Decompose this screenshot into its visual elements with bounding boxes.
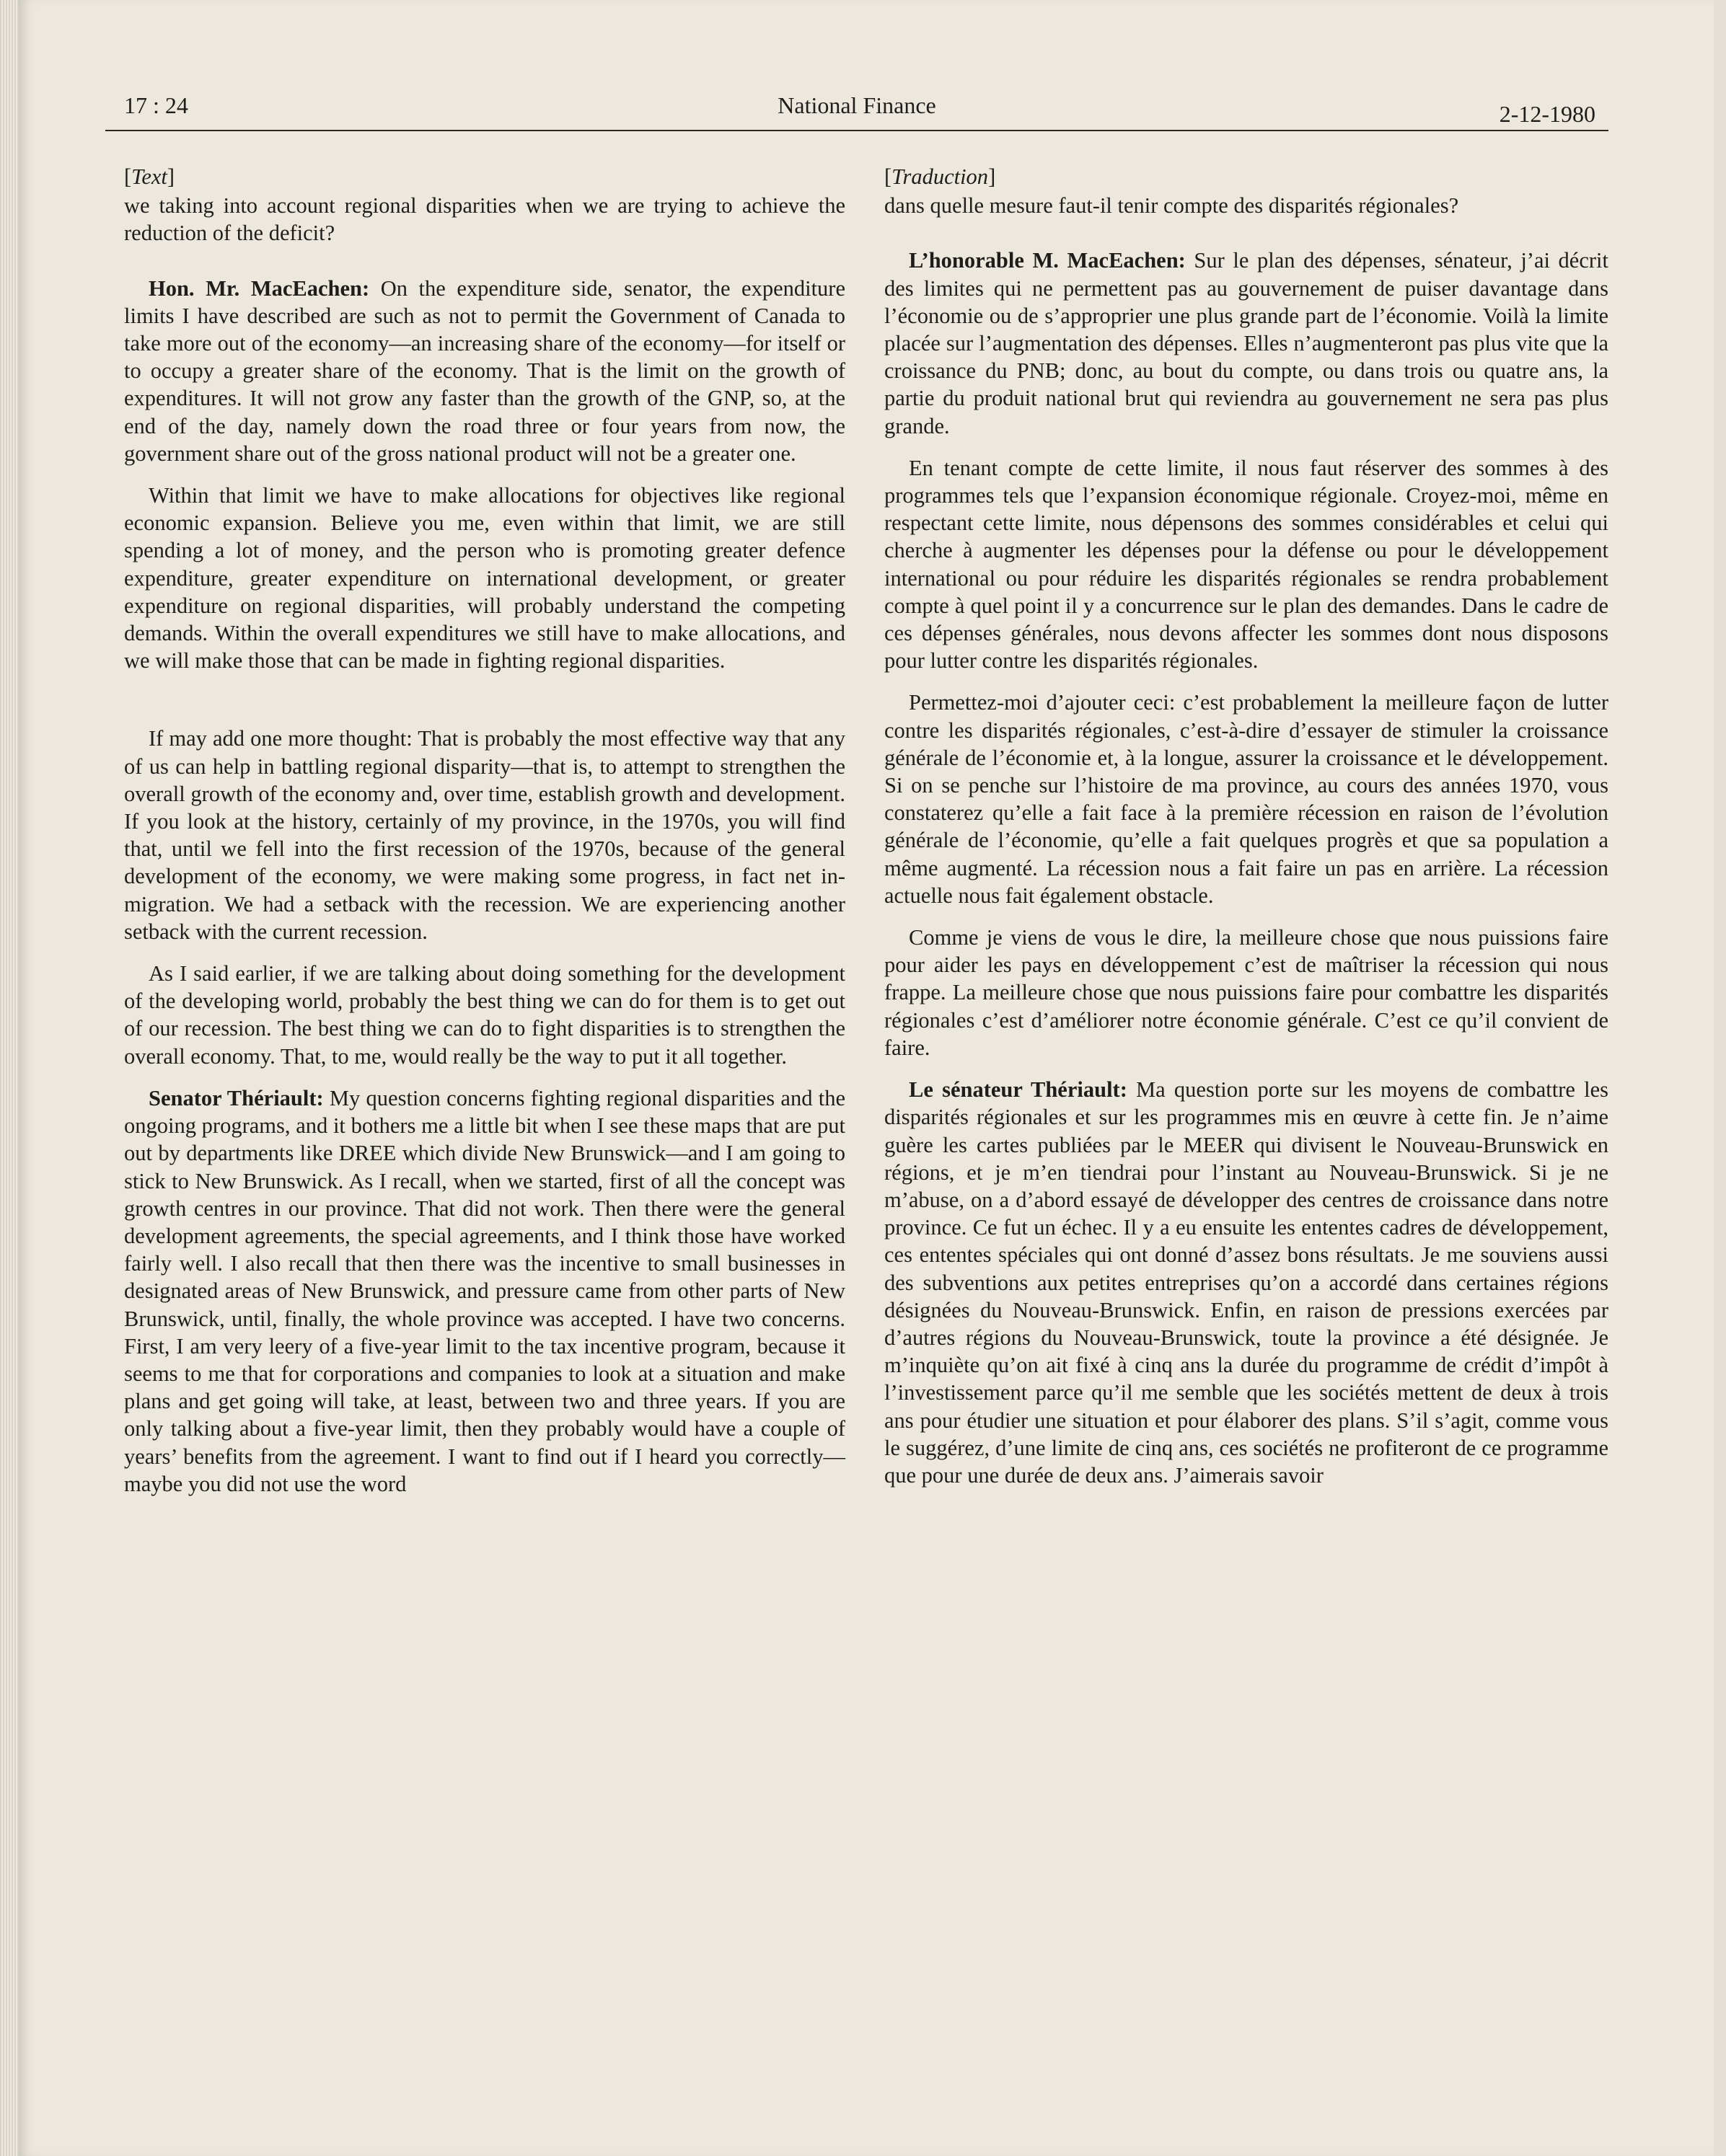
paragraph: L’honorable M. MacEachen: Sur le plan des dépenses, sénateur, j’ai décrit des limites qui ne permettent pas au gouvernement de puiser davantage dans l’économie ou de s’approprier une plus grande part de l’économie. Voilà la limite placée sur l’augmentation des dépenses. Elles n’augmenteront pas plus vite que la croissance du PNB; donc, au bout du compte, ou dans trois ou quatre ans, la partie du produit national brut qui reviendra au gouvernement ne sera pas plus grande.	[884, 248, 1608, 438]
paragraph: Comme je viens de vous le dire, la meilleure chose que nous puissions faire pour aider les pays en développement c’est de maîtriser la récession qui nous frappe. La meilleure chose que nous puissions faire pour combattre les disparités régionales c’est d’améliorer notre économie générale. C’est ce qu’il convient de faire.	[884, 925, 1608, 1060]
paragraph: As I said earlier, if we are talking about doing something for the development of the developing world, probably the best thing we can do for them is to get out of our recession. The best thing we can do to fight disparities is to strengthen the overall economy. That, to me, would really be the way to put it all together.	[124, 961, 845, 1069]
english-column	[124, 163, 845, 1512]
sitting-date: 2-12-1980	[1499, 101, 1595, 127]
speaker-name: Senator Thériault:	[149, 1085, 324, 1110]
paragraph: Permettez-moi d’ajouter ceci: c’est probablement la meilleure façon de lutter contre les disparités régionales, c’est-à-dire d’essayer de stimuler la croissance générale de l’économie et, à la longue, assurer la croissance et le développement. Si on se penche sur l’histoire de ma province, au cours des années 1970, vous constaterez qu’elle a fait face à la première récession en raison de l’évolution générale de l’économie, qu’elle a fait quelques progrès et que sa population a même augmenté. La récession nous a fait faire un pas en arrière. La récession actuelle nous fait également obstacle.	[884, 690, 1608, 908]
paragraph: we taking into account regional disparities when we are trying to achieve the reduction of the deficit?	[124, 193, 845, 246]
paragraph: Within that limit we have to make allocations for objectives like regional economic expansion. Believe you me, even within that limit, we are still spending a lot of money, and the person who is promoting greater defence expenditure, greater expenditure on international development, or greater expenditure on regional disparities, will probably understand the competing demands. Within the overall expenditures we still have to make allocations, and we will make those that can be made in fighting regional disparities.	[124, 483, 845, 673]
page-reference: 17 : 24	[124, 92, 188, 118]
paragraph: dans quelle mesure faut-il tenir compte des disparités régionales?	[884, 193, 1459, 218]
book-spine-edge	[0, 0, 19, 2156]
paragraph: If may add one more thought: That is probably the most effective way that any of us can help in battling regional disparity—that is, to attempt to strengthen the overall growth of the economy and, over time, establish growth and development. If you look at the history, certainly of my province, in the 1970s, you will find that, until we fell into the first recession of the 1970s, because of the general development of the economy, we were making some progress, in fact net in-migration. We had a setback with the recession. We are experiencing another setback with the current recession.	[124, 726, 845, 944]
paragraph: Senator Thériault: My question concerns fighting regional disparities and the ongoing programs, and it bothers me a little bit when I see these maps that are put out by departments like DREE which divide New Brunswick—and I am going to stick to New Brunswick. As I recall, when we started, first of all the concept was growth centres in our province. That did not work. Then there were the general development agreements, the special agreements, and I think those have worked fairly well. I also recall that then there was the incentive to small businesses in designated areas of New Brunswick, and pressure came from other parts of New Brunswick, until, finally, the whole province was accepted. I have two concerns. First, I am very leery of a five-year limit to the tax incentive program, because it seems to me that for corporations and companies to look at a situation and make plans and get going will take, at least, between two and three years. If you are only talking about a five-year limit, then they probably would have a couple of years’ benefits from the agreement. I want to find out if I heard you correctly—maybe you did not use the word	[124, 1085, 845, 1496]
paragraph: En tenant compte de cette limite, il nous faut réserver des sommes à des programmes tels que l’expansion économique régionale. Croyez-moi, même en respectant cette limite, nous dépensons des sommes considérables et celui qui cherche à augmenter les dépenses pour la défense ou pour le développement international ou pour réduire les disparités régionales se rendra probablement compte à quel point il y a concurrence sur le plan des demandes. Dans le cadre de ces dépenses générales, nous devons affecter les sommes dont nous disposons pour lutter contre les disparités régionales.	[884, 455, 1608, 673]
speaker-name: L’honorable M. MacEachen:	[909, 248, 1186, 273]
paragraph: Hon. Mr. MacEachen: On the expenditure side, senator, the expenditure limits I have described are such as not to permit the Government of Canada to take more out of the economy—an increasing share of the economy—for itself or to occupy a greater share of the economy. That is the limit on the growth of expenditures. It will not grow any faster than the growth of the GNP, so, at the end of the day, namely down the road three or four years from now, the government share out of the gross national product will not be a greater one.	[124, 275, 845, 466]
language-tag-french: [Traduction]	[884, 164, 996, 189]
speaker-name: Hon. Mr. MacEachen:	[149, 275, 370, 301]
paragraph: Le sénateur Thériault: Ma question porte sur les moyens de combattre les disparités régionales et sur les programmes mis en œuvre à cette fin. Je n’aime guère les cartes publiées par le MEER qui divisent le Nouveau-Brunswick en régions, et je m’en tiendrai pour l’instant au Nouveau-Brunswick. Si je ne m’abuse, on a d’abord essayé de développer des centres de croissance dans notre province. Ce fut un échec. Il y a eu ensuite les ententes cadres de développement, ces ententes spéciales qui ont donné d’assez bons résultats. Je me souviens aussi des subventions aux petites entreprises qu’on a accordé dans certaines régions désignées du Nouveau-Brunswick. Enfin, en raison de pressions exercées par d’autres régions du Nouveau-Brunswick, toute la province a été désignée. Je m’inquiète qu’on ait fixé à cinq ans la durée du programme de crédit d’impôt à l’investissement parce qu’il me semble que les sociétés mettent de deux à trois ans pour étudier une situation et pour élaborer des plans. S’il s’agit, comme vous le suggérez, d’une limite de cinq ans, ces sociétés ne profiteront de ce programme que pour une durée de deux ans. J’aimerais savoir	[884, 1077, 1608, 1488]
running-header	[105, 85, 1608, 131]
french-column	[884, 163, 1608, 1503]
committee-title: National Finance	[778, 92, 936, 118]
language-tag-english: [Text]	[124, 164, 175, 189]
speaker-name: Le sénateur Thériault:	[909, 1077, 1127, 1103]
